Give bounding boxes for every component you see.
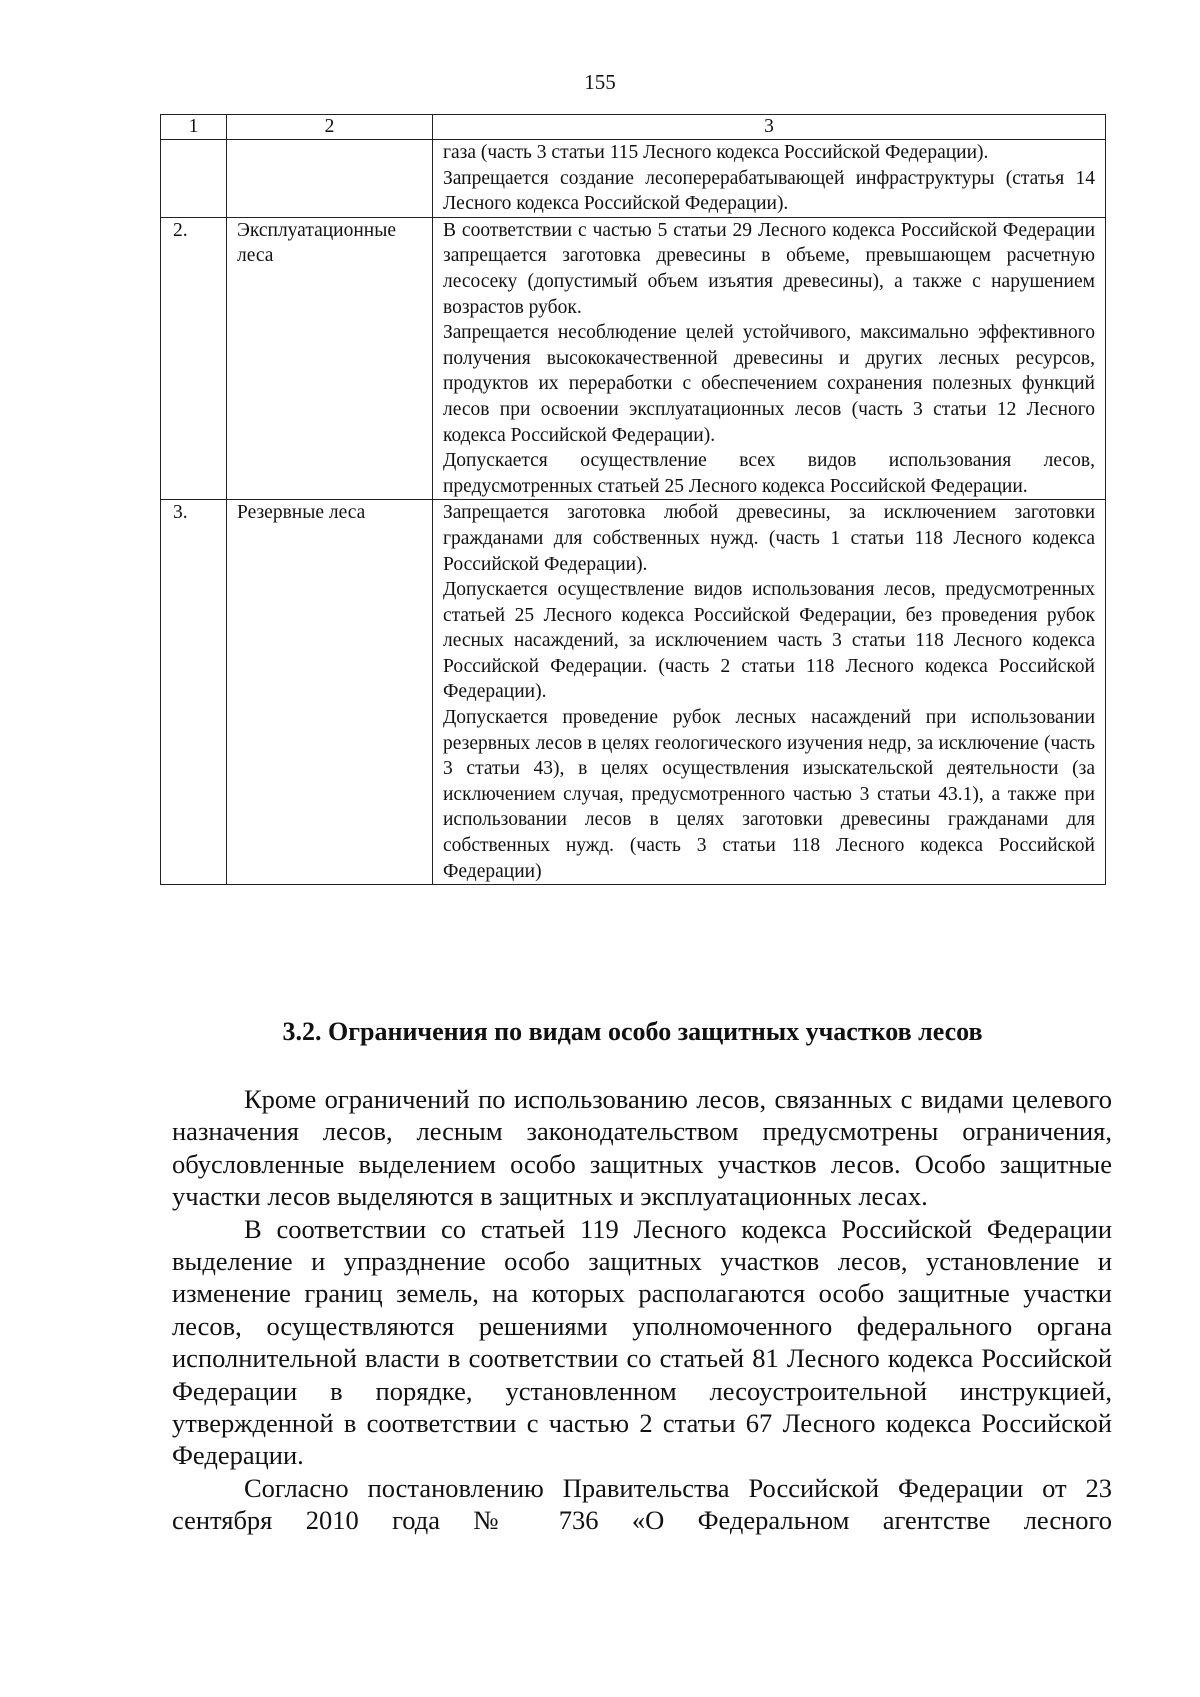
row-restrictions bbox=[433, 217, 1106, 500]
row-restrictions bbox=[433, 500, 1106, 885]
body-paragraph: Согласно постановлению Правительства Российской Федерации от 23 сентября 2010 года № 736 «О Федеральном агентстве лесного bbox=[172, 1472, 1112, 1536]
section-title: 3.2. Ограничения по видам особо защитных участков лесов bbox=[282, 1017, 983, 1046]
row-restrictions bbox=[433, 140, 1106, 218]
body-paragraph: Кроме ограничений по использованию лесов, связанных с видами целевого назначения лесов, лесным законодательством предусмотрены ограничения, обусловленные выделением особо защитных участков лесов. Особо защитные участки лесов выделяются в защитных и эксплуатационных лесах. bbox=[172, 1084, 1112, 1212]
column-header-number: 1 bbox=[161, 115, 227, 140]
row-number bbox=[161, 140, 227, 218]
row-forest-type: Резервные леса bbox=[227, 500, 433, 885]
column-header-forest-type: 2 bbox=[227, 115, 433, 140]
restriction-paragraph: Допускается проведение рубок лесных насаждений при использовании резервных лесов в целях геологического изучения недр, за исключение (часть 3 статьи 43), в целях осуществления изыскательской деятельности (за исключением случая, предусмотренного частью 3 статьи 43.1), а также при использовании лесов в целях заготовки древесины гражданами для собственных нужд. (часть 3 статьи 118 Лесного кодекса Российской Федерации) bbox=[443, 707, 1095, 882]
body-paragraph: В соответствии со статьей 119 Лесного кодекса Российской Федерации выделение и упразднение особо защитных участков лесов, установление и изменение границ земель, на которых располагаются особо защитные участки лесов, осуществляются решениями уполномоченного федерального органа исполнительной власти в соответствии со статьей 81 Лесного кодекса Российской Федерации в порядке, установленном лесоустроительной инструкцией, утвержденной в соответствии с частью 2 статьи 67 Лесного кодекса Российской Федерации. bbox=[172, 1213, 1112, 1471]
restriction-paragraph: Допускается осуществление всех видов использования лесов, предусмотренных статьей 25 Лесного кодекса Российской Федерации. bbox=[443, 450, 1095, 497]
table-header-row bbox=[161, 115, 1106, 140]
restriction-paragraph: Запрещается заготовка любой древесины, за исключением заготовки гражданами для собственных нужд. (часть 1 статьи 118 Лесного кодекса Российской Федерации). bbox=[443, 502, 1095, 575]
restriction-paragraph: газа (часть 3 статьи 115 Лесного кодекса Российской Федерации). bbox=[443, 142, 989, 163]
page-number: 155 bbox=[584, 70, 616, 94]
row-number: 3. bbox=[161, 500, 227, 885]
restriction-paragraph: Запрещается создание лесоперерабатывающей инфраструктуры (статья 14 Лесного кодекса Российской Федерации). bbox=[443, 167, 1095, 215]
section-body bbox=[172, 1083, 1112, 1537]
row-forest-type bbox=[227, 140, 433, 218]
restriction-paragraph: Запрещается несоблюдение целей устойчивого, максимально эффективного получения высококачественной древесины и других лесных ресурсов, продуктов их переработки с обеспечением сохранения полезных функций лесов при освоении эксплуатационных лесов (часть 3 статьи 12 Лесного кодекса Российской Федерации). bbox=[443, 322, 1095, 446]
column-header-restrictions: 3 bbox=[433, 115, 1106, 140]
table-row bbox=[161, 140, 1106, 218]
forest-restrictions-table bbox=[160, 114, 1106, 885]
row-forest-type: Эксплуатационные леса bbox=[227, 217, 433, 500]
restriction-paragraph: Допускается осуществление видов использования лесов, предусмотренных статьей 25 Лесного кодекса Российской Федерации, без проведения рубок лесных насаждений, за исключением часть 3 статьи 118 Лесного кодекса Российской Федерации. (часть 2 статьи 118 Лесного кодекса Российской Федерации). bbox=[443, 579, 1095, 703]
restriction-paragraph: В соответствии с частью 5 статьи 29 Лесного кодекса Российской Федерации запрещается заготовка древесины в объеме, превышающем расчетную лесосеку (допустимый объем изъятия древесины), а также с нарушением возрастов рубок. bbox=[443, 219, 1095, 318]
table-row bbox=[161, 217, 1106, 500]
table-row bbox=[161, 500, 1106, 885]
row-number: 2. bbox=[161, 217, 227, 500]
